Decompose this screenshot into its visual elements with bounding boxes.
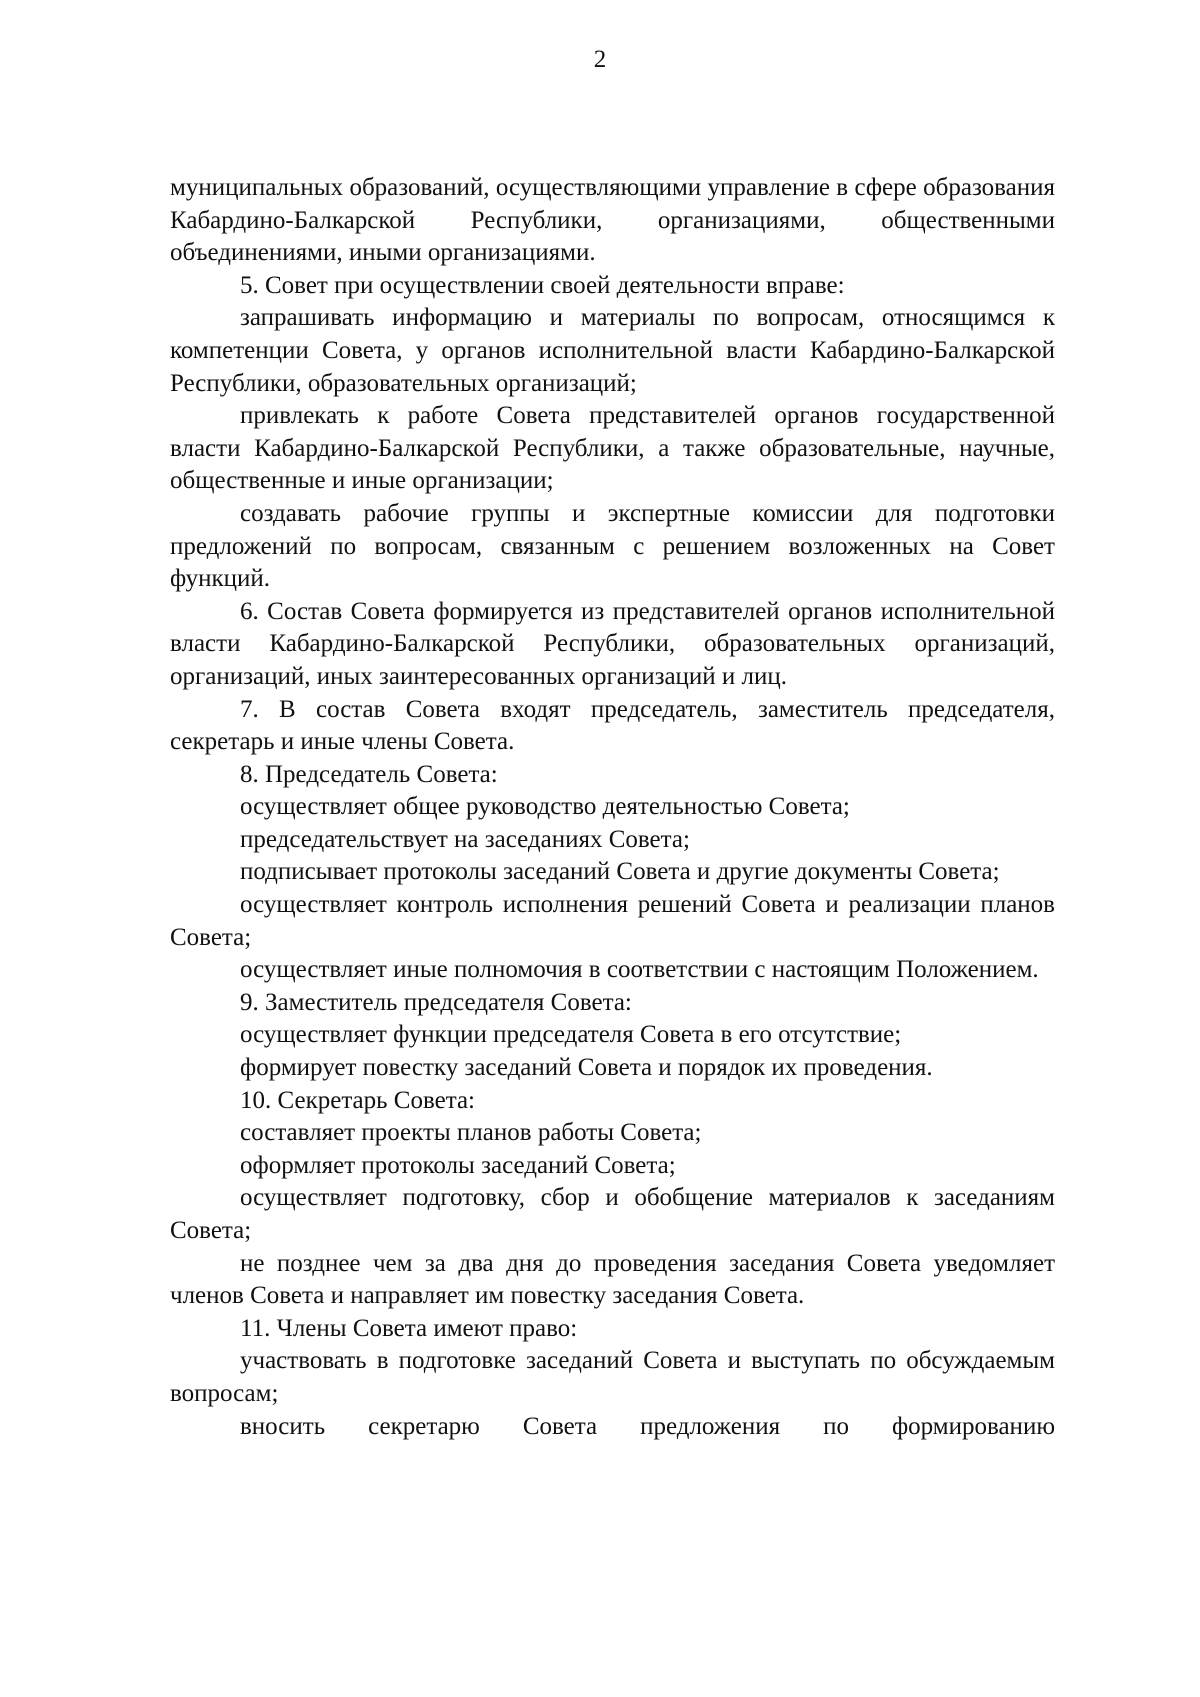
- paragraph-13: осуществляет иные полномочия в соответствии с настоящим Положением.: [240, 956, 1039, 984]
- paragraph-20: осуществляет подготовку, сбор и обобщение материалов к заседаниям Совета;: [170, 1184, 1055, 1244]
- paragraph-14: 9. Заместитель председателя Совета:: [240, 988, 632, 1016]
- paragraph-16: формирует повестку заседаний Совета и порядок их проведения.: [240, 1054, 933, 1082]
- paragraph-17: 10. Секретарь Совета:: [240, 1086, 475, 1114]
- paragraph-24: вносить секретарю Совета предложения по формированию: [240, 1412, 1055, 1440]
- paragraph-12: осуществляет контроль исполнения решений Совета и реализации планов Совета;: [170, 891, 1055, 951]
- paragraph-4: привлекать к работе Совета представителей органов государственной власти Кабардино-Балкарской Республики, а также образовательные, научные, общественные и иные организации;: [170, 402, 1055, 495]
- paragraph-9: осуществляет общее руководство деятельностью Совета;: [240, 793, 850, 821]
- paragraph-7: 7. В состав Совета входят председатель, заместитель председателя, секретарь и иные члены Совета.: [170, 695, 1055, 756]
- paragraph-15: осуществляет функции председателя Совета в его отсутствие;: [240, 1021, 902, 1049]
- paragraph-3: запрашивать информацию и материалы по вопросам, относящимся к компетенции Совета, у органов исполнительной власти Кабардино-Балкарской Республики, образовательных организаций;: [170, 304, 1055, 397]
- paragraph-18: составляет проекты планов работы Совета;: [240, 1119, 702, 1147]
- paragraph-6: 6. Состав Совета формируется из представителей органов исполнительной власти Кабардино-Балкарской Республики, образовательных организаций, организаций, иных заинтересованных организаций и лиц.: [170, 597, 1055, 690]
- document-body: [170, 172, 1055, 1443]
- paragraph-21: не позднее чем за два дня до проведения заседания Совета уведомляет членов Совета и направляет им повестку заседания Совета.: [170, 1249, 1055, 1310]
- paragraph-8: 8. Председатель Совета:: [240, 760, 498, 788]
- page-number: 2: [593, 46, 607, 73]
- paragraph-23: участвовать в подготовке заседаний Совета и выступать по обсуждаемым вопросам;: [170, 1347, 1055, 1407]
- paragraph-1: муниципальных образований, осуществляющими управление в сфере образования Кабардино-Балкарской Республики, организациями, общественными объединениями, иными организациями.: [170, 174, 1055, 267]
- paragraph-10: председательствует на заседаниях Совета;: [240, 825, 690, 853]
- paragraph-5: создавать рабочие группы и экспертные комиссии для подготовки предложений по вопросам, связанным с решением возложенных на Совет функций.: [170, 499, 1055, 593]
- paragraph-11: подписывает протоколы заседаний Совета и другие документы Совета;: [240, 858, 1000, 886]
- paragraph-22: 11. Члены Совета имеют право:: [240, 1314, 578, 1342]
- paragraph-2: 5. Совет при осуществлении своей деятельности вправе:: [240, 271, 845, 299]
- paragraph-19: оформляет протоколы заседаний Совета;: [240, 1151, 676, 1179]
